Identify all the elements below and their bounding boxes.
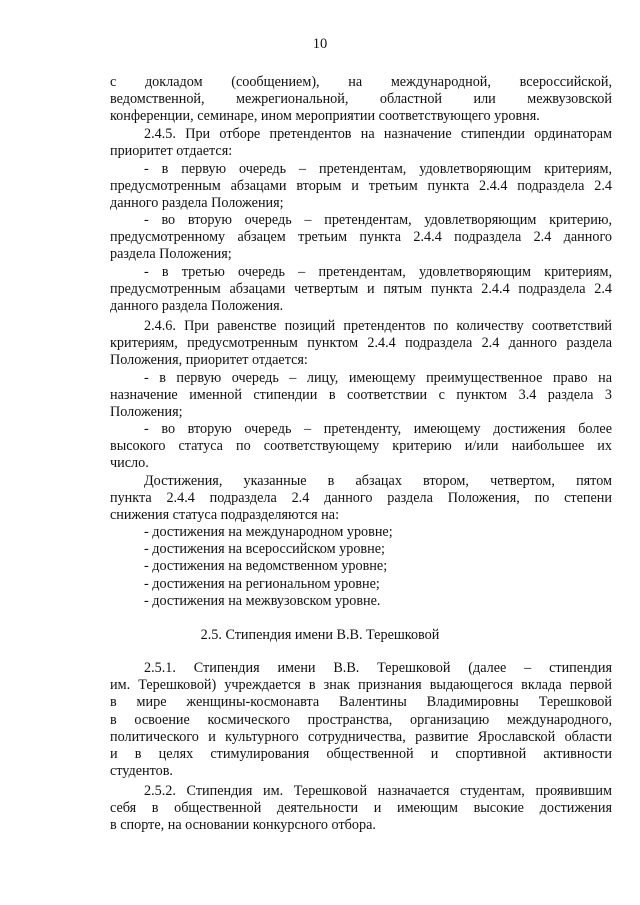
text-line: - достижения на ведомственном уровне; (144, 558, 388, 575)
text-line: - во вторую очередь – претенденту, имеющему достижения более (144, 421, 612, 437)
text-line: пункта 2.4.4 подраздела 2.4 данного раздела Положения, по степени (110, 490, 612, 507)
text-line: - во вторую очередь – претендентам, удовлетворяющим критерию, (144, 212, 612, 228)
text-line: число. (110, 455, 149, 472)
body-paragraph (110, 318, 612, 370)
text-line: 2.4.6. При равенстве позиций претендентов по количеству соответствий (144, 318, 612, 334)
section-heading: 2.5. Стипендия имени В.В. Терешковой (200, 627, 440, 643)
text-line: конференции, семинаре, ином мероприятии соответствующего уровня. (110, 108, 540, 125)
text-line: - в первую очередь – лицу, имеющему преимущественное право на (144, 370, 612, 386)
text-line: им. Терешковой) учреждается в знак признания выдающегося вклада первой (110, 677, 612, 694)
body-paragraph (110, 126, 612, 160)
text-line: и в целях стимулирования общественной и спортивной активности (110, 745, 612, 762)
body-paragraph (110, 370, 612, 422)
text-line: высокого статуса по соответствующему критерию и/или наибольшее их (110, 438, 612, 455)
body-paragraph (110, 212, 612, 264)
page-number: 10 (312, 36, 328, 52)
body-paragraph (110, 74, 612, 126)
body-paragraph (110, 161, 612, 213)
text-line: - достижения на межвузовском уровне. (144, 592, 381, 609)
text-line: 2.4.5. При отборе претендентов на назначение стипендии ординаторам (144, 126, 612, 142)
text-line: - в третью очередь – претендентам, удовлетворяющим критериям, (144, 264, 612, 280)
text-line: с докладом (сообщением), на международной, всероссийской, (110, 74, 612, 90)
text-line: - достижения на региональном уровне; (144, 575, 380, 592)
body-paragraph (110, 264, 612, 316)
text-line: критериям, предусмотренным пунктом 2.4.4 подраздела 2.4 данного раздела (110, 335, 612, 352)
text-line: раздела Положения; (110, 246, 232, 263)
text-line: в спорте, на основании конкурсного отбора. (110, 817, 376, 834)
body-paragraph (110, 524, 612, 610)
text-line: данного раздела Положения; (110, 195, 284, 212)
text-line: предусмотренным абзацами вторым и третьим пункта 2.4.4 подраздела 2.4 (110, 178, 612, 195)
body-paragraph (110, 473, 612, 525)
text-line: - достижения на всероссийском уровне; (144, 541, 385, 558)
text-line: 2.5.1. Стипендия имени В.В. Терешковой (далее – стипендия (144, 660, 612, 676)
text-line: себя в общественной деятельности и имеющим высокие достижения (110, 800, 612, 817)
text-line: 2.5.2. Стипендия им. Терешковой назначается студентам, проявившим (144, 783, 612, 799)
text-line: Положения; (110, 404, 183, 421)
text-line: приоритет отдается: (110, 143, 233, 160)
text-line: - достижения на международном уровне; (144, 524, 393, 540)
text-line: политического и культурного сотрудничества, развитие Ярославской области (110, 728, 612, 745)
text-line: предусмотренным абзацами четвертым и пятым пункта 2.4.4 подраздела 2.4 (110, 281, 612, 298)
text-line: в освоение космического пространства, организацию международного, (110, 711, 612, 728)
text-line: данного раздела Положения. (110, 298, 284, 315)
text-line: в мире женщины-космонавта Валентины Владимировны Терешковой (110, 694, 612, 711)
body-paragraph (110, 421, 612, 473)
text-line: Достижения, указанные в абзацах втором, четвертом, пятом (144, 473, 612, 489)
text-line: - в первую очередь – претендентам, удовлетворяющим критериям, (144, 161, 612, 177)
text-line: ведомственной, межрегиональной, областной или межвузовской (110, 91, 612, 108)
text-line: назначение именной стипендии в соответствии с пунктом 3.4 раздела 3 (110, 387, 612, 404)
text-line: предусмотренному абзацем третьим пункта 2.4.4 подраздела 2.4 данного (110, 229, 612, 246)
section-body-paragraph (110, 660, 612, 780)
text-line: студентов. (110, 763, 173, 780)
text-line: снижения статуса подразделяются на: (110, 507, 340, 524)
text-line: Положения, приоритет отдается: (110, 352, 308, 369)
section-body-paragraph (110, 783, 612, 835)
